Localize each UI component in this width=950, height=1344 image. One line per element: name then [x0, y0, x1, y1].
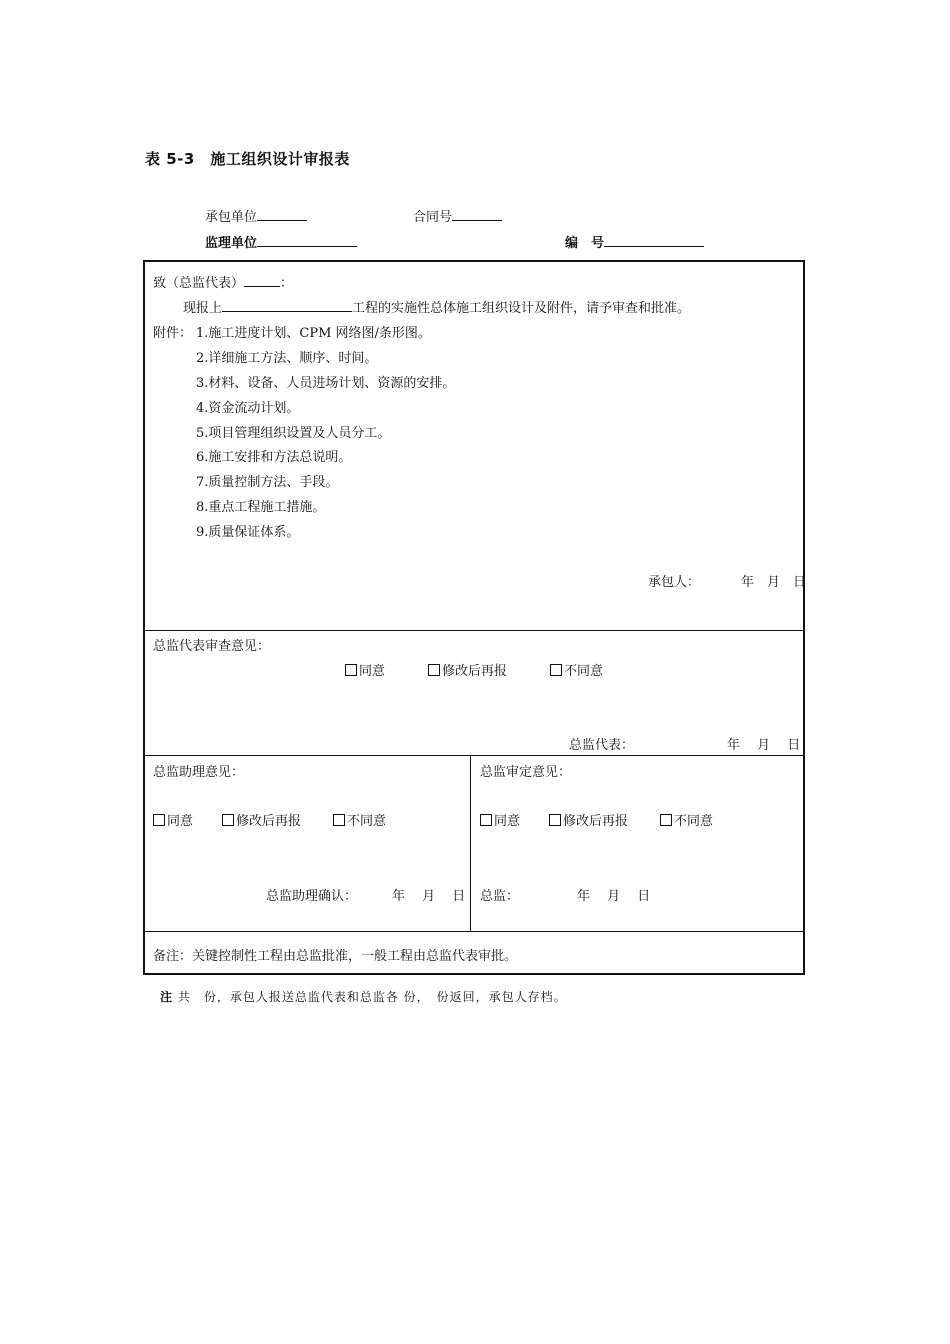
- assistant-option-revise[interactable]: [222, 810, 301, 829]
- assistant-signer-label: 总监助理确认：: [266, 889, 358, 904]
- chief-heading: 总监审定意见：: [480, 765, 572, 780]
- checkbox-icon[interactable]: [549, 814, 561, 826]
- attachment-item: 8.重点工程施工措施。: [196, 500, 326, 515]
- checkbox-icon[interactable]: [345, 664, 357, 676]
- attachment-item: 9.质量保证体系。: [196, 525, 300, 540]
- supervisor-label: 监理单位: [205, 236, 258, 251]
- contractor-label: 承包单位: [205, 210, 258, 225]
- contractor-field[interactable]: [205, 206, 307, 225]
- attachment-item: 4.资金流动计划。: [196, 401, 300, 416]
- option-label: 修改后再报: [563, 814, 629, 829]
- checkbox-icon[interactable]: [480, 814, 492, 826]
- checkbox-icon[interactable]: [222, 814, 234, 826]
- option-label: 同意: [167, 814, 194, 829]
- checkbox-icon[interactable]: [153, 814, 165, 826]
- contractor-signer-label: 承包人：: [648, 575, 701, 590]
- attachment-item: 1.施工进度计划、CPM 网络图/条形图。: [196, 326, 431, 341]
- option-label: 不同意: [347, 814, 387, 829]
- attachment-item: 2.详细施工方法、顺序、时间。: [196, 351, 378, 366]
- option-label: 不同意: [564, 664, 604, 679]
- form-table: [143, 260, 805, 975]
- number-blank[interactable]: [604, 234, 704, 247]
- to-blank[interactable]: [244, 274, 280, 287]
- chief-option-disagree[interactable]: [660, 810, 713, 829]
- chief-option-agree[interactable]: [480, 810, 520, 829]
- option-label: 同意: [494, 814, 521, 829]
- rep-date: 年 月 日: [727, 738, 801, 753]
- to-line: [153, 272, 293, 291]
- divider-vertical: [470, 755, 471, 931]
- contract-no-label: 合同号: [413, 210, 453, 225]
- supervisor-blank[interactable]: [257, 234, 357, 247]
- contractor-blank[interactable]: [257, 208, 307, 221]
- rep-review-heading: 总监代表审查意见：: [153, 639, 271, 654]
- checkbox-icon[interactable]: [428, 664, 440, 676]
- checkbox-icon[interactable]: [660, 814, 672, 826]
- report-prefix: 现报上: [183, 301, 223, 316]
- attachment-item: 7.质量控制方法、手段。: [196, 475, 339, 490]
- supervisor-field[interactable]: [205, 232, 357, 251]
- report-line: [183, 297, 690, 316]
- option-label: 修改后再报: [236, 814, 302, 829]
- footnote-text: 共 份，承包人报送总监代表和总监各 份， 份返回，承包人存档。: [177, 990, 567, 1004]
- chief-option-revise[interactable]: [549, 810, 628, 829]
- chief-date: 年 月 日: [577, 889, 651, 904]
- assistant-heading: 总监助理意见：: [153, 765, 245, 780]
- to-suffix: ：: [280, 276, 294, 291]
- report-suffix: 工程的实施性总体施工组织设计及附件，请予审查和批准。: [352, 301, 691, 316]
- footnote: [160, 988, 567, 1005]
- assistant-option-agree[interactable]: [153, 810, 193, 829]
- remarks: 备注：关键控制性工程由总监批准，一般工程由总监代表审批。: [153, 949, 518, 964]
- option-label: 同意: [359, 664, 386, 679]
- attachment-item: 6.施工安排和方法总说明。: [196, 450, 352, 465]
- attachment-item: 5.项目管理组织设置及人员分工。: [196, 426, 391, 441]
- option-label: 不同意: [674, 814, 714, 829]
- rep-signer-label: 总监代表：: [569, 738, 635, 753]
- page-title: 表 5-3 施工组织设计审报表: [145, 150, 350, 168]
- footnote-label: 注: [160, 990, 174, 1004]
- number-label: 编 号: [565, 236, 605, 251]
- option-label: 修改后再报: [442, 664, 508, 679]
- checkbox-icon[interactable]: [333, 814, 345, 826]
- attachment-item: 3.材料、设备、人员进场计划、资源的安排。: [196, 376, 456, 391]
- project-blank[interactable]: [222, 299, 352, 312]
- assistant-date: 年 月 日: [392, 889, 466, 904]
- divider-2: [143, 755, 805, 756]
- to-prefix: 致（总监代表）: [153, 276, 245, 291]
- divider-3: [143, 931, 805, 932]
- contractor-date: 年 月 日: [741, 575, 807, 590]
- chief-signer-label: 总监：: [480, 889, 520, 904]
- rep-option-agree[interactable]: [345, 660, 385, 679]
- checkbox-icon[interactable]: [550, 664, 562, 676]
- assistant-option-disagree[interactable]: [333, 810, 386, 829]
- rep-option-revise[interactable]: [428, 660, 507, 679]
- attachments-label: 附件：: [153, 326, 193, 341]
- rep-option-disagree[interactable]: [550, 660, 603, 679]
- number-field[interactable]: [565, 232, 704, 251]
- contract-no-blank[interactable]: [452, 208, 502, 221]
- divider-1: [143, 630, 805, 631]
- contract-no-field[interactable]: [413, 206, 502, 225]
